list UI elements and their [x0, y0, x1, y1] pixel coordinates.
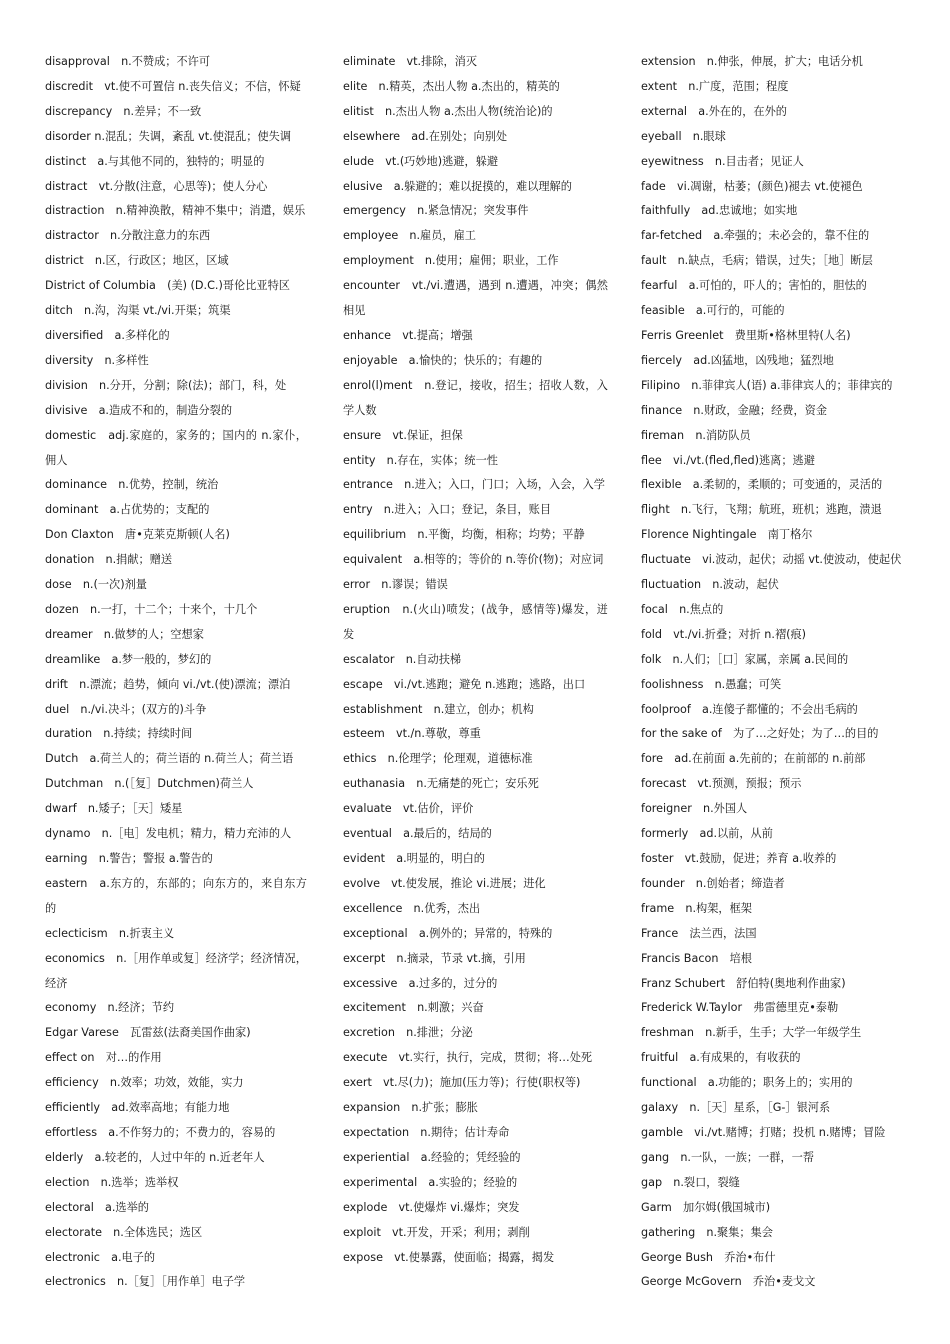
- vocabulary-entry: efficiency n.效率；功效，效能，实力: [45, 1076, 244, 1090]
- vocabulary-entry: dominance n.优势，控制，统治: [45, 478, 219, 492]
- vocabulary-entry: frame n.构架，框架: [641, 901, 752, 915]
- vocabulary-column-1: [45, 50, 307, 1295]
- vocabulary-entry: earning n.警告；警报 a.警告的: [45, 852, 213, 865]
- vocabulary-entry: electorate n.全体选民；选区: [45, 1225, 203, 1239]
- vocabulary-entry: eclecticism n.折衷主义: [45, 926, 175, 940]
- vocabulary-entry: district n.区，行政区；地区，区域: [45, 254, 229, 268]
- vocabulary-entry: elite n.精英，杰出人物 a.杰出的，精英的: [343, 79, 560, 93]
- vocabulary-entry: gathering n.聚集；集会: [641, 1225, 773, 1239]
- vocabulary-entry: entry n.进入；入口；登记，条目，账目: [343, 503, 552, 517]
- vocabulary-entry: dreamlike a.梦一般的，梦幻的: [45, 652, 212, 666]
- vocabulary-entry: fluctuation n.波动，起伏: [641, 578, 779, 592]
- vocabulary-entry: establishment n.建立，创办；机构: [343, 702, 534, 716]
- vocabulary-entry: euthanasia n.无痛楚的死亡；安乐死: [343, 777, 539, 791]
- vocabulary-entry: dominant a.占优势的；支配的: [45, 503, 210, 517]
- vocabulary-entry: divisive a.造成不和的，制造分裂的: [45, 403, 233, 417]
- vocabulary-entry: dwarf n.矮子；［天］矮星: [45, 802, 183, 816]
- vocabulary-entry: eyewitness n.目击者；见证人: [641, 154, 804, 168]
- vocabulary-entry: extent n.广度，范围；程度: [641, 79, 789, 93]
- vocabulary-entry: foster vt.鼓励，促进；养育 a.收养的: [641, 852, 837, 865]
- vocabulary-entry: equivalent a.相等的；等价的 n.等价(物)；对应词: [343, 553, 604, 567]
- vocabulary-entry: discredit vt.使不可置信 n.丧失信义；不信，怀疑: [45, 79, 301, 93]
- vocabulary-entry: France 法兰西，法国: [641, 926, 757, 940]
- vocabulary-entry: Franz Schubert 舒伯特(奥地利作曲家): [641, 976, 846, 990]
- vocabulary-entry: District of Columbia (美) (D.C.)哥伦比亚特区: [45, 279, 290, 293]
- vocabulary-entry: electronics n.［复］［用作单］电子学: [45, 1275, 246, 1289]
- vocabulary-entry: dose n.(一次)剂量: [45, 578, 147, 592]
- vocabulary-entry: founder n.创始者；缔造者: [641, 876, 785, 890]
- vocabulary-entry: fiercely ad.凶猛地，凶残地；猛烈地: [641, 353, 834, 367]
- vocabulary-entry: dozen n.一打，十二个；十来个，十几个: [45, 602, 258, 616]
- vocabulary-entry: economics n.［用作单或复］经济学；经济情况，经济: [45, 951, 307, 990]
- vocabulary-entry: excessive a.过多的，过分的: [343, 976, 498, 990]
- vocabulary-entry: duration n.持续；持续时间: [45, 727, 193, 741]
- vocabulary-entry: escape vi./vt.逃跑；避免 n.逃跑；逃路，出口: [343, 677, 586, 691]
- vocabulary-entry: explode vt.使爆炸 vi.爆炸；突发: [343, 1200, 520, 1214]
- vocabulary-entry: flight n.飞行，飞翔；航班，班机；逃跑，溃退: [641, 503, 882, 517]
- vocabulary-entry: dynamo n.［电］发电机；精力，精力充沛的人: [45, 827, 292, 841]
- vocabulary-entry: domestic adj.家庭的，家务的；国内的 n.家仆，佣人: [45, 428, 307, 467]
- vocabulary-entry: employee n.雇员，雇工: [343, 229, 476, 243]
- vocabulary-entry: elitist n.杰出人物 a.杰出人物(统治论)的: [343, 104, 553, 118]
- vocabulary-entry: fault n.缺点，毛病；错误，过失；［地］断层: [641, 254, 873, 268]
- vocabulary-entry: Ferris Greenlet 费里斯•格林里特(人名): [641, 328, 851, 342]
- vocabulary-entry: eruption n.(火山)喷发；(战争，感情等)爆发，迸发: [343, 602, 608, 641]
- vocabulary-entry: disapproval n.不赞成；不许可: [45, 55, 211, 68]
- vocabulary-entry: George Bush 乔治•布什: [641, 1250, 776, 1264]
- vocabulary-column-2: [343, 50, 608, 1270]
- vocabulary-entry: eastern a.东方的，东部的；向东方的，来自东方的: [45, 876, 307, 915]
- vocabulary-entry: Dutch a.荷兰人的；荷兰语的 n.荷兰人；荷兰语: [45, 752, 294, 766]
- vocabulary-entry: disorder n.混乱；失调，紊乱 vt.使混乱；使失调: [45, 129, 292, 143]
- vocabulary-entry: folk n.人们；［口］家属，亲属 a.民间的: [641, 652, 849, 666]
- vocabulary-entry: ditch n.沟，沟渠 vt./vi.开渠；筑渠: [45, 304, 231, 318]
- vocabulary-entry: enrol(l)ment n.登记，接收，招生；招收人数，入学人数: [343, 378, 608, 417]
- vocabulary-entry: division n.分开，分割；除(法)；部门，科，处: [45, 378, 287, 392]
- vocabulary-entry: elsewhere ad.在别处；向别处: [343, 129, 508, 143]
- vocabulary-entry: Dutchman n.(［复］Dutchmen)荷兰人: [45, 777, 254, 791]
- vocabulary-entry: excerpt n.摘录，节录 vt.摘，引用: [343, 951, 526, 965]
- vocabulary-entry: exert vt.尽(力)；施加(压力等)；行使(职权等): [343, 1076, 581, 1090]
- vocabulary-entry: forecast vt.预测，预报；预示: [641, 777, 802, 791]
- vocabulary-entry: election n.选举；选举权: [45, 1175, 179, 1189]
- vocabulary-entry: distract vt.分散(注意，心思等)；使人分心: [45, 179, 268, 193]
- vocabulary-column-3: [641, 50, 906, 1295]
- vocabulary-entry: equilibrium n.平衡，均衡，相称；均势；平静: [343, 528, 585, 542]
- vocabulary-entry: focal n.焦点的: [641, 602, 724, 616]
- vocabulary-entry: distraction n.精神涣散，精神不集中；消遣，娱乐: [45, 204, 306, 218]
- vocabulary-entry: encounter vt./vi.遭遇，遇到 n.遭遇，冲突；偶然相见: [343, 279, 608, 318]
- vocabulary-entry: entity n.存在，实体；统一性: [343, 453, 498, 467]
- vocabulary-entry: execute vt.实行，执行，完成，贯彻；将…处死: [343, 1051, 593, 1065]
- vocabulary-entry: George McGovern 乔治•麦戈文: [641, 1275, 816, 1289]
- vocabulary-entry: eventual a.最后的，结局的: [343, 827, 492, 841]
- vocabulary-entry: eliminate vt.排除，消灭: [343, 55, 478, 68]
- vocabulary-entry: elude vt.(巧妙地)逃避，躲避: [343, 154, 499, 168]
- vocabulary-entry: exploit vt.开发，开采；利用；剥削: [343, 1225, 530, 1239]
- vocabulary-entry: ethics n.伦理学；伦理观，道德标准: [343, 752, 533, 766]
- vocabulary-entry: expansion n.扩张；膨胀: [343, 1101, 478, 1115]
- vocabulary-entry: finance n.财政，金融；经费，资金: [641, 403, 828, 417]
- vocabulary-entry: elusive a.躲避的；难以捉摸的，难以理解的: [343, 179, 572, 193]
- vocabulary-entry: excitement n.刺激；兴奋: [343, 1001, 484, 1015]
- vocabulary-entry: distractor n.分散注意力的东西: [45, 229, 211, 243]
- vocabulary-entry: discrepancy n.差异；不一致: [45, 104, 202, 118]
- vocabulary-entry: evolve vt.使发展，推论 vi.进展；进化: [343, 876, 546, 890]
- vocabulary-entry: elderly a.较老的，人过中年的 n.近老年人: [45, 1150, 265, 1164]
- vocabulary-entry: dreamer n.做梦的人；空想家: [45, 627, 204, 641]
- vocabulary-entry: Filipino n.菲律宾人(语) a.菲律宾人的；菲律宾的: [641, 378, 893, 392]
- vocabulary-entry: diversified a.多样化的: [45, 328, 170, 342]
- vocabulary-entry: external a.外在的，在外的: [641, 104, 787, 118]
- vocabulary-entry: formerly ad.以前，从前: [641, 827, 773, 841]
- vocabulary-entry: fore ad.在前面 a.先前的；在前部的 n.前部: [641, 752, 866, 766]
- vocabulary-entry: exceptional a.例外的；异常的，特殊的: [343, 926, 553, 940]
- vocabulary-entry: emergency n.紧急情况；突发事件: [343, 204, 529, 218]
- vocabulary-entry: electoral a.选举的: [45, 1200, 149, 1214]
- vocabulary-entry: effortless a.不作努力的；不费力的，容易的: [45, 1125, 276, 1139]
- vocabulary-entry: eyeball n.眼球: [641, 129, 726, 143]
- vocabulary-entry: escalator n.自动扶梯: [343, 652, 462, 666]
- vocabulary-entry: diversity n.多样性: [45, 353, 149, 367]
- vocabulary-entry: distinct a.与其他不同的，独特的；明显的: [45, 154, 265, 168]
- vocabulary-entry: faithfully ad.忠诚地；如实地: [641, 204, 798, 218]
- vocabulary-entry: duel n./vi.决斗；(双方的)斗争: [45, 702, 207, 716]
- vocabulary-entry: gamble vi./vt.赌博；打赌；投机 n.赌博；冒险: [641, 1125, 886, 1139]
- vocabulary-entry: Francis Bacon 培根: [641, 951, 752, 965]
- vocabulary-entry: fireman n.消防队员: [641, 428, 751, 442]
- vocabulary-entry: expose vt.使暴露，使面临；揭露，揭发: [343, 1250, 555, 1264]
- vocabulary-entry: Florence Nightingale 南丁格尔: [641, 528, 813, 542]
- vocabulary-entry: gap n.裂口，裂缝: [641, 1175, 740, 1189]
- vocabulary-entry: Don Claxton 唐•克莱克斯顿(人名): [45, 528, 230, 542]
- vocabulary-entry: flexible a.柔韧的，柔顺的；可变通的，灵活的: [641, 478, 883, 492]
- vocabulary-entry: galaxy n.［天］星系，［G-］银河系: [641, 1101, 831, 1115]
- vocabulary-entry: efficiently ad.效率高地；有能力地: [45, 1101, 230, 1115]
- vocabulary-entry: esteem vt./n.尊敬，尊重: [343, 727, 481, 741]
- vocabulary-entry: excellence n.优秀，杰出: [343, 901, 481, 915]
- vocabulary-entry: ensure vt.保证，担保: [343, 428, 463, 442]
- vocabulary-entry: feasible a.可行的，可能的: [641, 304, 785, 318]
- vocabulary-entry: Garm 加尔姆(俄国城市): [641, 1200, 771, 1214]
- vocabulary-entry: foreigner n.外国人: [641, 802, 748, 816]
- vocabulary-entry: error n.谬误；错误: [343, 578, 448, 592]
- vocabulary-entry: fold vt./vi.折叠；对折 n.褶(痕): [641, 627, 807, 641]
- vocabulary-entry: far-fetched a.牵强的；未必会的，靠不住的: [641, 229, 870, 243]
- vocabulary-entry: fearful a.可怕的，吓人的；害怕的，胆怯的: [641, 279, 867, 293]
- vocabulary-entry: experimental a.实验的；经验的: [343, 1175, 518, 1189]
- vocabulary-entry: drift n.漂流；趋势，倾向 vi./vt.(使)漂流；漂泊: [45, 677, 291, 691]
- vocabulary-entry: excretion n.排泄；分泌: [343, 1026, 473, 1040]
- vocabulary-entry: freshman n.新手，生手；大学一年级学生: [641, 1026, 862, 1040]
- vocabulary-entry: for the sake of 为了…之好处；为了…的目的: [641, 727, 879, 741]
- vocabulary-entry: fruitful a.有成果的，有收获的: [641, 1051, 801, 1065]
- vocabulary-entry: economy n.经济；节约: [45, 1001, 175, 1015]
- vocabulary-entry: flee vi./vt.(fled,fled)逃离；逃避: [641, 453, 815, 467]
- vocabulary-entry: extension n.伸张，伸展，扩大；电话分机: [641, 55, 863, 68]
- vocabulary-entry: functional a.功能的；职务上的；实用的: [641, 1076, 853, 1090]
- vocabulary-entry: employment n.使用；雇佣；职业，工作: [343, 254, 559, 268]
- vocabulary-entry: fluctuate vi.波动，起伏；动摇 vt.使波动，使起伏: [641, 553, 902, 567]
- vocabulary-entry: experiential a.经验的；凭经验的: [343, 1150, 521, 1164]
- vocabulary-entry: donation n.捐献；赠送: [45, 553, 173, 567]
- vocabulary-entry: expectation n.期待；估计寿命: [343, 1125, 510, 1139]
- vocabulary-entry: effect on 对…的作用: [45, 1051, 162, 1065]
- vocabulary-entry: foolproof a.连傻子都懂的；不会出毛病的: [641, 702, 858, 716]
- vocabulary-entry: electronic a.电子的: [45, 1250, 156, 1264]
- vocabulary-entry: enjoyable a.愉快的；快乐的；有趣的: [343, 353, 543, 367]
- vocabulary-entry: Edgar Varese 瓦雷兹(法裔美国作曲家): [45, 1026, 251, 1040]
- vocabulary-entry: enhance vt.提高；增强: [343, 328, 473, 342]
- vocabulary-entry: evaluate vt.估价，评价: [343, 802, 474, 816]
- vocabulary-entry: Frederick W.Taylor 弗雷德里克•泰勒: [641, 1001, 839, 1015]
- vocabulary-entry: fade vi.凋谢，枯萎；(颜色)褪去 vt.使褪色: [641, 179, 863, 193]
- vocabulary-entry: entrance n.进入；入口，门口；入场，入会，入学: [343, 478, 605, 492]
- vocabulary-entry: foolishness n.愚蠢；可笑: [641, 677, 782, 691]
- vocabulary-entry: evident a.明显的，明白的: [343, 852, 485, 865]
- vocabulary-entry: gang n.一队，一族；一群，一帮: [641, 1150, 815, 1164]
